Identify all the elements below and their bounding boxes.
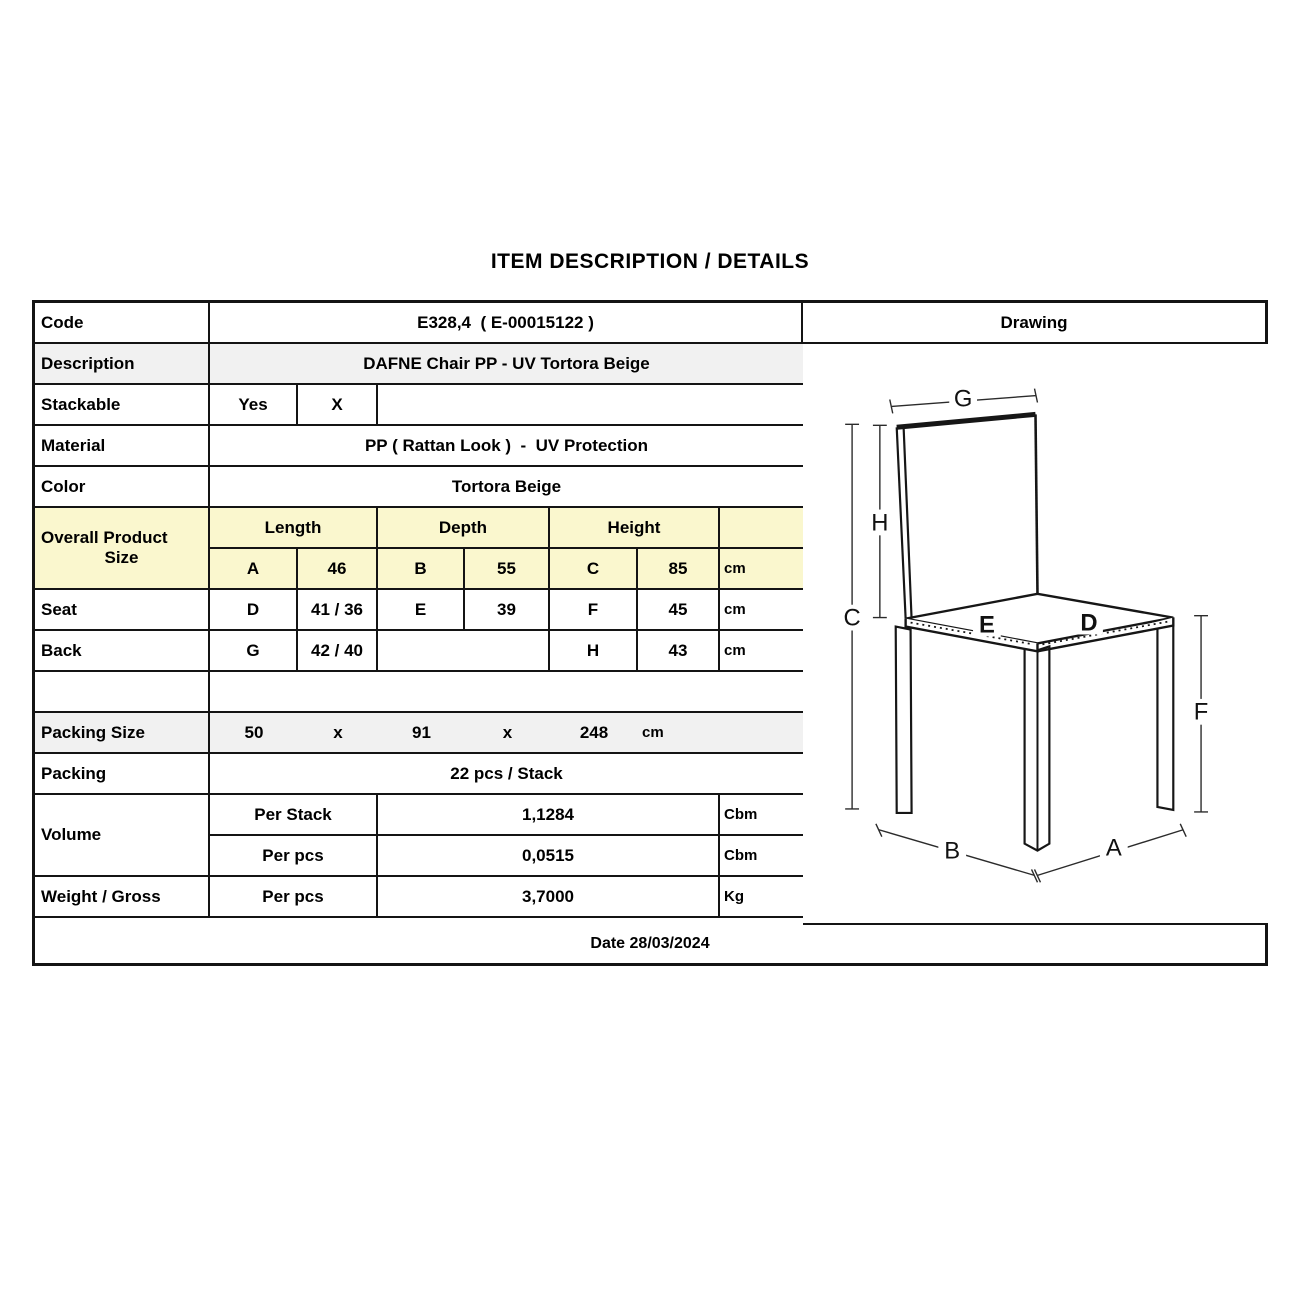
size-col-height: Height — [550, 508, 720, 549]
dim-label-c: C — [843, 604, 861, 632]
packing-size-unit: cm — [638, 713, 803, 754]
back-unit: cm — [720, 631, 803, 672]
seat-f-value: 45 — [638, 590, 720, 631]
size-c-key: C — [550, 549, 638, 590]
size-b-value: 55 — [465, 549, 550, 590]
dim-label-b: B — [944, 837, 961, 865]
seat-e-value: 39 — [465, 590, 550, 631]
seat-d-value: 41 / 36 — [298, 590, 378, 631]
volume-label — [35, 795, 210, 877]
size-header-empty — [720, 508, 803, 549]
size-b-key: B — [378, 549, 465, 590]
row-description — [35, 344, 803, 385]
color-label: Color — [35, 467, 210, 508]
back-g-key: G — [210, 631, 298, 672]
volume-per-stack-value: 1,1284 — [378, 795, 720, 836]
row-color — [35, 467, 803, 508]
packing-value: 22 pcs / Stack — [210, 754, 803, 795]
size-unit: cm — [720, 549, 803, 590]
dim-label-f: F — [1193, 698, 1209, 726]
row-back — [35, 631, 803, 672]
seat-f-key: F — [550, 590, 638, 631]
packing-size-x2: x — [465, 713, 550, 754]
overall-size-label-line2: Size — [104, 548, 139, 567]
row-spacer — [35, 672, 803, 713]
packing-size-x1: x — [298, 713, 378, 754]
row-material — [35, 426, 803, 467]
material-value: PP ( Rattan Look ) - UV Protection — [210, 426, 803, 467]
size-col-depth: Depth — [378, 508, 550, 549]
chair-legs — [896, 619, 1174, 851]
size-a-key: A — [210, 549, 298, 590]
row-stackable — [35, 385, 803, 426]
spec-table — [32, 300, 1268, 966]
seat-e-key: E — [378, 590, 465, 631]
volume-group — [35, 795, 803, 877]
page-title: ITEM DESCRIPTION / DETAILS — [490, 250, 810, 273]
stackable-empty — [378, 385, 803, 426]
spacer-value — [210, 672, 803, 713]
back-g-value: 42 / 40 — [298, 631, 378, 672]
size-c-value: 85 — [638, 549, 720, 590]
volume-per-stack-row — [210, 795, 803, 836]
dim-label-h: H — [871, 509, 889, 537]
volume-per-pcs-name: Per pcs — [210, 836, 378, 877]
volume-per-pcs-row — [210, 836, 803, 877]
weight-label: Weight / Gross — [35, 877, 210, 918]
chair-backrest — [897, 414, 1038, 618]
back-empty — [378, 631, 550, 672]
overall-size-group — [35, 508, 803, 590]
drawing-area — [803, 344, 1268, 925]
dim-label-g: G — [953, 385, 973, 413]
chair-leg-right — [1157, 619, 1173, 810]
row-code — [35, 303, 1265, 344]
volume-label-text: Volume — [41, 825, 102, 844]
packing-size-h: 248 — [550, 713, 638, 754]
code-value: E328,4 ( E-00015122 ) — [210, 303, 803, 344]
description-label: Description — [35, 344, 210, 385]
description-value: DAFNE Chair PP - UV Tortora Beige — [210, 344, 803, 385]
dim-label-d: D — [1080, 609, 1098, 637]
packing-size-label: Packing Size — [35, 713, 210, 754]
volume-per-stack-unit: Cbm — [720, 795, 803, 836]
packing-label: Packing — [35, 754, 210, 795]
back-label: Back — [35, 631, 210, 672]
volume-per-pcs-unit: Cbm — [720, 836, 803, 877]
overall-size-label — [35, 508, 210, 590]
volume-per-pcs-value: 0,0515 — [378, 836, 720, 877]
size-col-length: Length — [210, 508, 378, 549]
seat-label: Seat — [35, 590, 210, 631]
size-values-row — [210, 549, 803, 590]
drawing-header: Drawing — [803, 303, 1265, 344]
code-label: Code — [35, 303, 210, 344]
weight-unit: Kg — [720, 877, 803, 918]
weight-value: 3,7000 — [378, 877, 720, 918]
chair-seat — [906, 594, 1174, 651]
row-seat — [35, 590, 803, 631]
packing-size-d: 91 — [378, 713, 465, 754]
weight-name: Per pcs — [210, 877, 378, 918]
stackable-mark: X — [298, 385, 378, 426]
back-h-value: 43 — [638, 631, 720, 672]
stackable-option: Yes — [210, 385, 298, 426]
row-packing — [35, 754, 803, 795]
date-row: Date 28/03/2024 — [590, 935, 710, 952]
overall-size-label-line1: Overall Product — [41, 528, 168, 547]
size-a-value: 46 — [298, 549, 378, 590]
volume-per-stack-name: Per Stack — [210, 795, 378, 836]
packing-size-w: 50 — [210, 713, 298, 754]
dim-label-a: A — [1105, 834, 1122, 862]
row-weight — [35, 877, 803, 918]
size-header-row — [210, 508, 803, 549]
seat-d-key: D — [210, 590, 298, 631]
chair-drawing — [803, 344, 1268, 918]
chair-outline — [896, 414, 1174, 850]
material-label: Material — [35, 426, 210, 467]
dim-label-e: E — [978, 611, 995, 639]
color-value: Tortora Beige — [210, 467, 803, 508]
back-h-key: H — [550, 631, 638, 672]
row-packing-size — [35, 713, 803, 754]
seat-unit: cm — [720, 590, 803, 631]
stackable-label: Stackable — [35, 385, 210, 426]
spacer-label — [35, 672, 210, 713]
spec-left-section — [35, 344, 803, 925]
chair-leg-left — [896, 627, 912, 813]
